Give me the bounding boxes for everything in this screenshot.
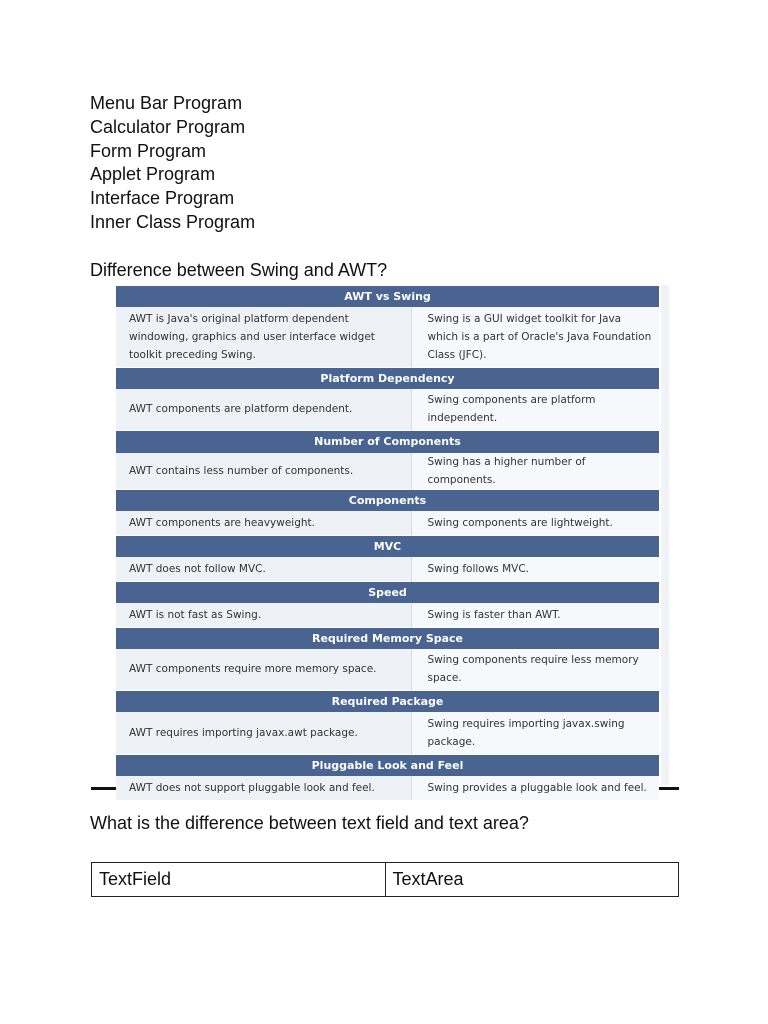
comparison-row [116, 557, 659, 581]
section-header [116, 489, 659, 511]
textfield-textarea-table [91, 862, 679, 897]
textfield-header: TextField [92, 863, 386, 897]
program-item: Form Program [90, 140, 207, 161]
awt-cell: AWT requires importing javax.awt package. [116, 712, 411, 754]
section-header [116, 431, 659, 453]
program-item: Applet Program [90, 164, 216, 185]
swing-cell: Swing is faster than AWT. [411, 603, 659, 627]
section-title: AWT vs Swing [116, 286, 659, 307]
swing-awt-question: Difference between Swing and AWT? [90, 260, 388, 280]
program-item: Interface Program [90, 188, 235, 209]
textarea-header: TextArea [385, 863, 679, 897]
program-item: Menu Bar Program [90, 93, 243, 113]
comparison-row [116, 712, 659, 754]
swing-awt-comparison-image [91, 283, 679, 794]
section-title: Number of Components [116, 431, 659, 453]
program-item: Inner Class Program [90, 211, 256, 232]
program-item: Calculator Program [90, 116, 246, 137]
awt-cell: AWT is Java's original platform dependent windowing, graphics and user interface widget toolkit preceding Swing. [116, 307, 411, 368]
section-title: Required Package [116, 690, 659, 712]
table-row [92, 863, 679, 897]
section-header [116, 754, 659, 776]
program-list [90, 92, 255, 235]
swing-cell: Swing has a higher number of components. [411, 453, 659, 490]
awt-cell: AWT components are platform dependent. [116, 389, 411, 431]
comparison-row [116, 453, 659, 490]
comparison-row [116, 603, 659, 627]
section-header [116, 535, 659, 557]
awt-cell: AWT does not support pluggable look and feel. [116, 776, 411, 800]
awt-cell: AWT is not fast as Swing. [116, 603, 411, 627]
awt-cell: AWT contains less number of components. [116, 453, 411, 490]
swing-cell: Swing is a GUI widget toolkit for Java which is a part of Oracle's Java Foundation Class (JFC). [411, 307, 659, 368]
comparison-row [116, 389, 659, 431]
comparison-row [116, 511, 659, 535]
comparison-row [116, 649, 659, 690]
swing-awt-table [116, 285, 659, 800]
awt-cell: AWT components require more memory space. [116, 649, 411, 690]
section-header [116, 690, 659, 712]
section-header [116, 627, 659, 649]
section-title: Speed [116, 581, 659, 603]
section-title: MVC [116, 535, 659, 557]
swing-cell: Swing components require less memory space. [411, 649, 659, 690]
swing-cell: Swing provides a pluggable look and feel. [411, 776, 659, 800]
comparison-row [116, 307, 659, 368]
section-header [116, 286, 659, 307]
section-title: Required Memory Space [116, 627, 659, 649]
swing-cell: Swing follows MVC. [411, 557, 659, 581]
section-title: Pluggable Look and Feel [116, 754, 659, 776]
awt-cell: AWT does not follow MVC. [116, 557, 411, 581]
awt-cell: AWT components are heavyweight. [116, 511, 411, 535]
section-header [116, 581, 659, 603]
table-shadow-edge [661, 285, 669, 785]
section-title: Components [116, 489, 659, 511]
section-title: Platform Dependency [116, 368, 659, 389]
comparison-row [116, 776, 659, 800]
textfield-question: What is the difference between text field and text area? [90, 813, 529, 833]
swing-cell: Swing components are lightweight. [411, 511, 659, 535]
swing-cell: Swing requires importing javax.swing package. [411, 712, 659, 754]
swing-cell: Swing components are platform independent. [411, 389, 659, 431]
section-header [116, 368, 659, 389]
